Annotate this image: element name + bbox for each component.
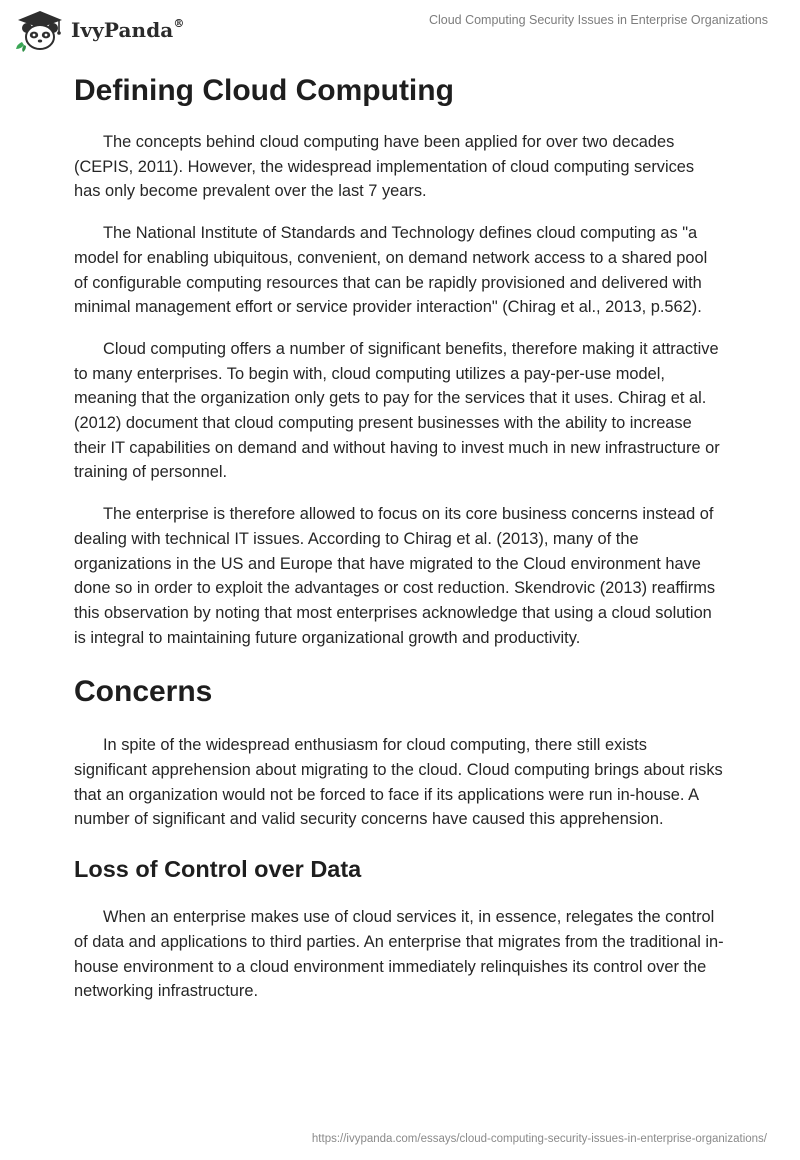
heading-loss-of-control: Loss of Control over Data (74, 856, 362, 883)
paragraph: Cloud computing offers a number of significant benefits, therefore making it attractive to many enterprises. To begin with, cloud computing utilizes a pay-per-use model, meaning that the organization only gets to pay for the services that it uses. Chirag et al. (2012) document that cloud computing present businesses with the ability to increase their IT capabilities on demand and without having to invest much in new infrastructure or training of personnel. (74, 339, 720, 482)
heading-concerns: Concerns (74, 675, 213, 709)
paragraph: In spite of the widespread enthusiasm for cloud computing, there still exists significant apprehension about migrating to the cloud. Cloud computing brings about risks that an organization would not be forced to face if its applications were run in-house. A number of significant and valid security concerns have caused this apprehension. (74, 736, 723, 829)
document-title: Cloud Computing Security Issues in Enterprise Organizations (428, 13, 768, 27)
brand-logo[interactable] (14, 8, 184, 52)
source-url[interactable]: https://ivypanda.com/essays/cloud-computing-security-issues-in-enterprise-organizations/ (311, 1133, 767, 1145)
paragraph: The concepts behind cloud computing have been applied for over two decades (CEPIS, 2011). However, the widespread implementation of cloud computing services has only become prevalent over the last 7 years. (74, 133, 695, 201)
paragraph: The National Institute of Standards and Technology defines cloud computing as "a model for enabling ubiquitous, convenient, on demand network access to a shared pool of configurable computing resources that can be rapidly provisioned and delivered with minimal management effort or service provider interaction" (Chirag et al., 2013, p.562). (74, 224, 708, 317)
page-header (0, 0, 800, 64)
panda-graduate-icon (14, 8, 66, 52)
brand-name: IvyPanda® (71, 17, 185, 42)
heading-defining-cloud-computing: Defining Cloud Computing (74, 74, 454, 107)
paragraph: When an enterprise makes use of cloud services it, in essence, relegates the control of data and applications to third parties. An enterprise that migrates from the traditional in-house environment to a cloud environment immediately relinquishes its control over the networking infrastructure. (74, 908, 724, 1001)
essay-content (74, 66, 724, 1021)
paragraph: The enterprise is therefore allowed to focus on its core business concerns instead of dealing with technical IT issues. According to Chirag et al. (2013), many of the organizations in the US and Europe that have migrated to the Cloud environment have done so in order to exploit the advantages or cost reduction. Skendrovic (2013) reaffirms this observation by noting that most enterprises acknowledge that using a cloud solution is integral to maintaining future organizational growth and productivity. (74, 505, 716, 647)
